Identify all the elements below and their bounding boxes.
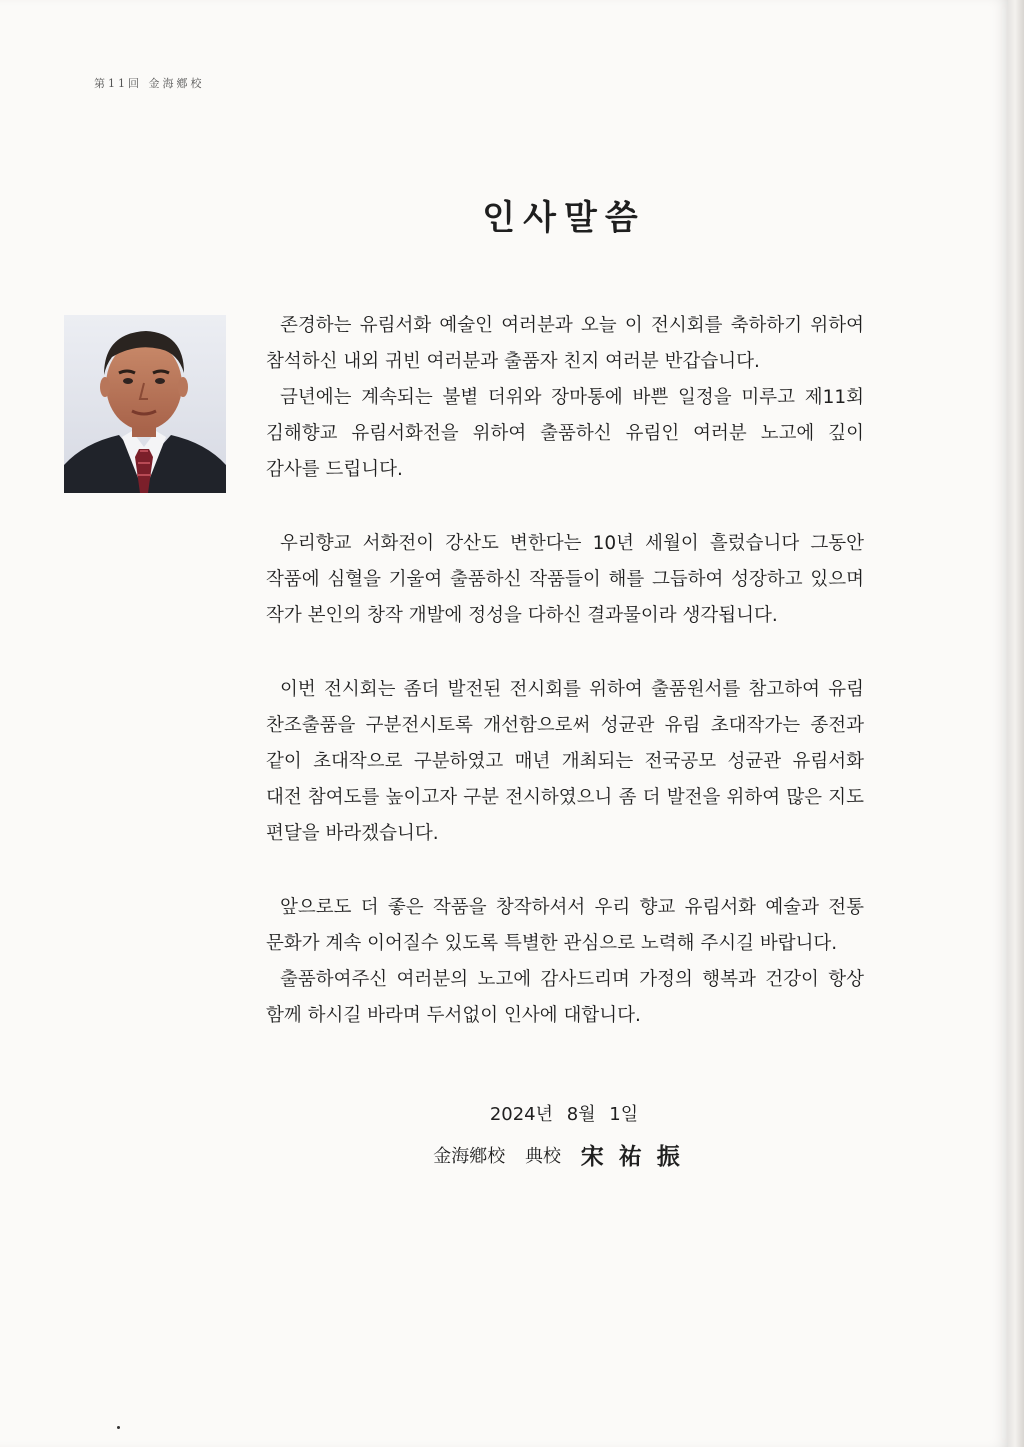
portrait-photo	[64, 315, 226, 493]
signature-role: 典校	[525, 1146, 561, 1167]
page-mark	[117, 1426, 120, 1429]
signature-line	[0, 1138, 1024, 1171]
greeting-paragraph-5: 앞으로도 더 좋은 작품을 창작하셔서 우리 향교 유림서화 예술과 전통 문화가 계속 이어질수 있도록 특별한 관심으로 노력해 주시길 바랍니다.	[266, 897, 864, 954]
greeting-paragraph-1: 존경하는 유림서화 예술인 여러분과 오늘 이 전시회를 축하하기 위하여 참석하신 내외 귀빈 여러분과 출품자 친지 여러분 반갑습니다.	[266, 315, 864, 372]
paragraph-gap	[266, 852, 864, 890]
running-header: 第11回 金海鄕校	[94, 77, 205, 90]
greeting-paragraph-3: 우리향교 서화전이 강산도 변한다는 10년 세월이 흘렀습니다 그동안 작품에 심혈을 기울여 출품하신 작품들이 해를 그듭하여 성장하고 있으며 작가 본인의 창작 개발에 정성을 다하신 결과물이라 생각됩니다.	[266, 533, 864, 626]
signature-organization: 金海鄕校	[433, 1146, 506, 1167]
author-portrait	[64, 315, 226, 493]
greeting-body	[266, 308, 864, 1034]
greeting-paragraph-6: 출품하여주신 여러분의 노고에 감사드리며 가정의 행복과 건강이 항상 함께 하시길 바라며 두서없이 인사에 대합니다.	[266, 969, 864, 1026]
page-title: 인사말씀	[482, 198, 646, 238]
paragraph-gap	[266, 488, 864, 526]
paragraph-gap	[266, 634, 864, 672]
greeting-paragraph-2: 금년에는 계속되는 불볕 더위와 장마통에 바쁜 일정을 미루고 제11회 김해향교 유림서화전을 위하여 출품하신 유림인 여러분 노고에 깊이 감사를 드립니다.	[266, 387, 864, 480]
greeting-paragraph-4: 이번 전시회는 좀더 발전된 전시회를 위하여 출품원서를 참고하여 유림 찬조출품을 구분전시토록 개선함으로써 성균관 유림 초대작가는 종전과 같이 초대작으로 구분하였고 매년 개최되는 전국공모 성균관 유림서화 대전 참여도를 높이고자 구분 전시하였으니 좀 더 발전을 위하여 많은 지도 편달을 바라겠습니다.	[266, 679, 864, 844]
signature-name: 宋祐振	[580, 1143, 695, 1170]
document-date: 2024년 8월 1일	[489, 1104, 639, 1125]
binding-edge	[1008, 0, 1024, 1447]
